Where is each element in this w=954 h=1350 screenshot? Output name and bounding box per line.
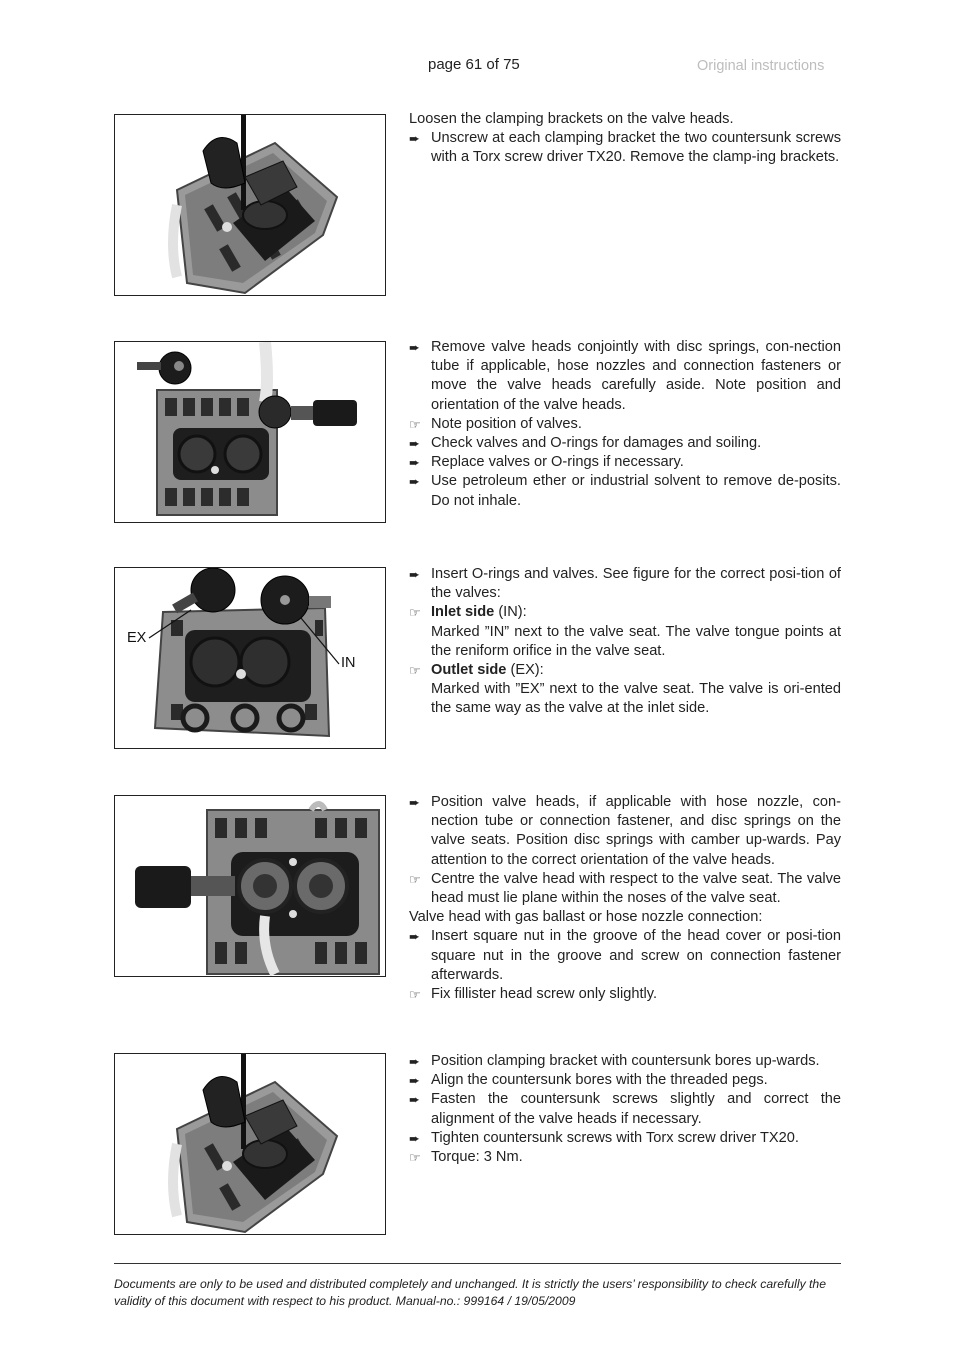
figure-clamping-bracket: [114, 1053, 386, 1235]
pointing-hand-icon: ☞: [409, 605, 421, 621]
note-text: Note position of valves.: [431, 415, 582, 432]
section-remove-valve-heads: [409, 338, 841, 511]
figure-loosen-brackets: [114, 114, 386, 296]
instruction-note: [409, 603, 841, 622]
inlet-side-label: Inlet side: [431, 604, 495, 621]
arrow-icon: ➨: [409, 1092, 420, 1108]
note-text: Torque: 3 Nm.: [431, 1149, 523, 1166]
instruction-step: [409, 1129, 841, 1148]
arrow-icon: ➨: [409, 1054, 420, 1069]
instruction-step: [409, 927, 841, 985]
step-text: Insert O-rings and valves. See figure for the correct posi-tion of the valves:: [431, 566, 841, 602]
arrow-icon: ➨: [409, 455, 420, 471]
instruction-note: [409, 870, 841, 908]
step-text: Remove valve heads conjointly with disc springs, con-nection tube if applicable, hose nozzles and connection fasteners or move the valve heads carefully aside. Note position and orientation of the valve heads.: [431, 339, 841, 413]
section-position-valve-heads: [409, 793, 841, 1004]
instruction-step: [409, 338, 841, 415]
step-text: Align the countersunk bores with the threaded pegs.: [431, 1072, 768, 1089]
callout-in: IN: [341, 655, 356, 671]
arrow-icon: ➨: [409, 795, 420, 810]
arrow-icon: ➨: [409, 436, 420, 452]
original-instructions-label: Original instructions: [697, 58, 825, 74]
figure-valve-orientation: [114, 567, 386, 749]
instruction-step: [409, 565, 841, 603]
figure-position-valve-heads: [114, 795, 386, 977]
pointing-hand-icon: ☞: [409, 1150, 421, 1166]
arrow-icon: ➨: [409, 1073, 420, 1089]
outlet-side-label: Outlet side: [431, 662, 507, 679]
inlet-side-text: Marked ”IN” next to the valve seat. The valve tongue points at the reniform orifice in the valve seat.: [431, 623, 841, 659]
instruction-step: [409, 793, 841, 870]
instruction-step: [409, 1090, 841, 1128]
instruction-note: [409, 415, 841, 434]
pointing-hand-icon: ☞: [409, 416, 421, 432]
step-text: Unscrew at each clamping bracket the two countersunk screws with a Torx screw driver TX20. Remove the clamp-ing brackets.: [431, 130, 841, 166]
outlet-side-text: Marked with ”EX” next to the valve seat. The valve is ori-ented the same way as the valve at the inlet side.: [431, 681, 841, 717]
pointing-hand-icon: ☞: [409, 871, 421, 887]
step-text: Tighten countersunk screws with Torx screw driver TX20.: [431, 1129, 799, 1146]
arrow-icon: ➨: [409, 929, 420, 945]
instruction-step: [409, 472, 841, 510]
arrow-icon: ➨: [409, 340, 420, 355]
section-intro: Loosen the clamping brackets on the valve heads.: [409, 111, 734, 127]
instruction-step: [409, 1071, 841, 1090]
instruction-note: [409, 661, 841, 680]
note-text: Centre the valve head with respect to the valve seat. The valve head must lie plane within the noses of the valve seat.: [431, 870, 841, 907]
step-text: Check valves and O-rings for damages and soiling.: [431, 435, 762, 452]
step-text: Insert square nut in the groove of the head cover or posi-tion square nut in the groove and screw on connection fastener afterwards.: [431, 928, 841, 983]
section-clamping-bracket: [409, 1052, 841, 1167]
instruction-step: [409, 453, 841, 472]
section-insert-valves: [409, 565, 841, 719]
pointing-hand-icon: ☞: [409, 987, 421, 1003]
arrow-icon: ➨: [409, 1130, 420, 1146]
section-loosen-brackets: [409, 110, 841, 168]
arrow-icon: ➨: [409, 474, 420, 490]
note-text: Fix fillister head screw only slightly.: [431, 986, 658, 1003]
footer-disclaimer: Documents are only to be used and distributed completely and unchanged. It is strictly the users’ responsibility to check carefully the validity of this document with respect to his product. Manual-no.: 999164 / 19/05/2009: [114, 1277, 826, 1308]
instruction-note: [409, 985, 841, 1004]
figure-remove-valve-heads: [114, 341, 386, 523]
instruction-note: [409, 1148, 841, 1167]
instruction-step: [409, 129, 841, 167]
inlet-side-suffix: (IN):: [494, 604, 527, 621]
step-text: Position clamping bracket with countersunk bores up-wards.: [431, 1053, 820, 1069]
step-text: Use petroleum ether or industrial solvent to remove de-posits. Do not inhale.: [431, 473, 841, 509]
step-text: Position valve heads, if applicable with hose nozzle, con-nection tube or connection fastener, and disc springs on the valve seats. Position disc springs with camber up-wards. Pay attention to the correct orientation of the valve heads.: [431, 794, 841, 868]
step-text: Replace valves or O-rings if necessary.: [431, 454, 684, 471]
arrow-icon: ➨: [409, 567, 420, 582]
instruction-step: [409, 434, 841, 453]
outlet-side-suffix: (EX):: [506, 662, 544, 679]
pointing-hand-icon: ☞: [409, 663, 421, 679]
footer-divider: [114, 1263, 841, 1264]
callout-ex: EX: [127, 630, 147, 646]
step-text: Fasten the countersunk screws slightly and correct the alignment of the valve heads if necessary.: [431, 1091, 841, 1127]
page-number: page 61 of 75: [428, 56, 520, 73]
section-subheading: Valve head with gas ballast or hose nozzle connection:: [409, 909, 763, 926]
instruction-step: [409, 1052, 841, 1071]
arrow-icon: ➨: [409, 131, 420, 147]
